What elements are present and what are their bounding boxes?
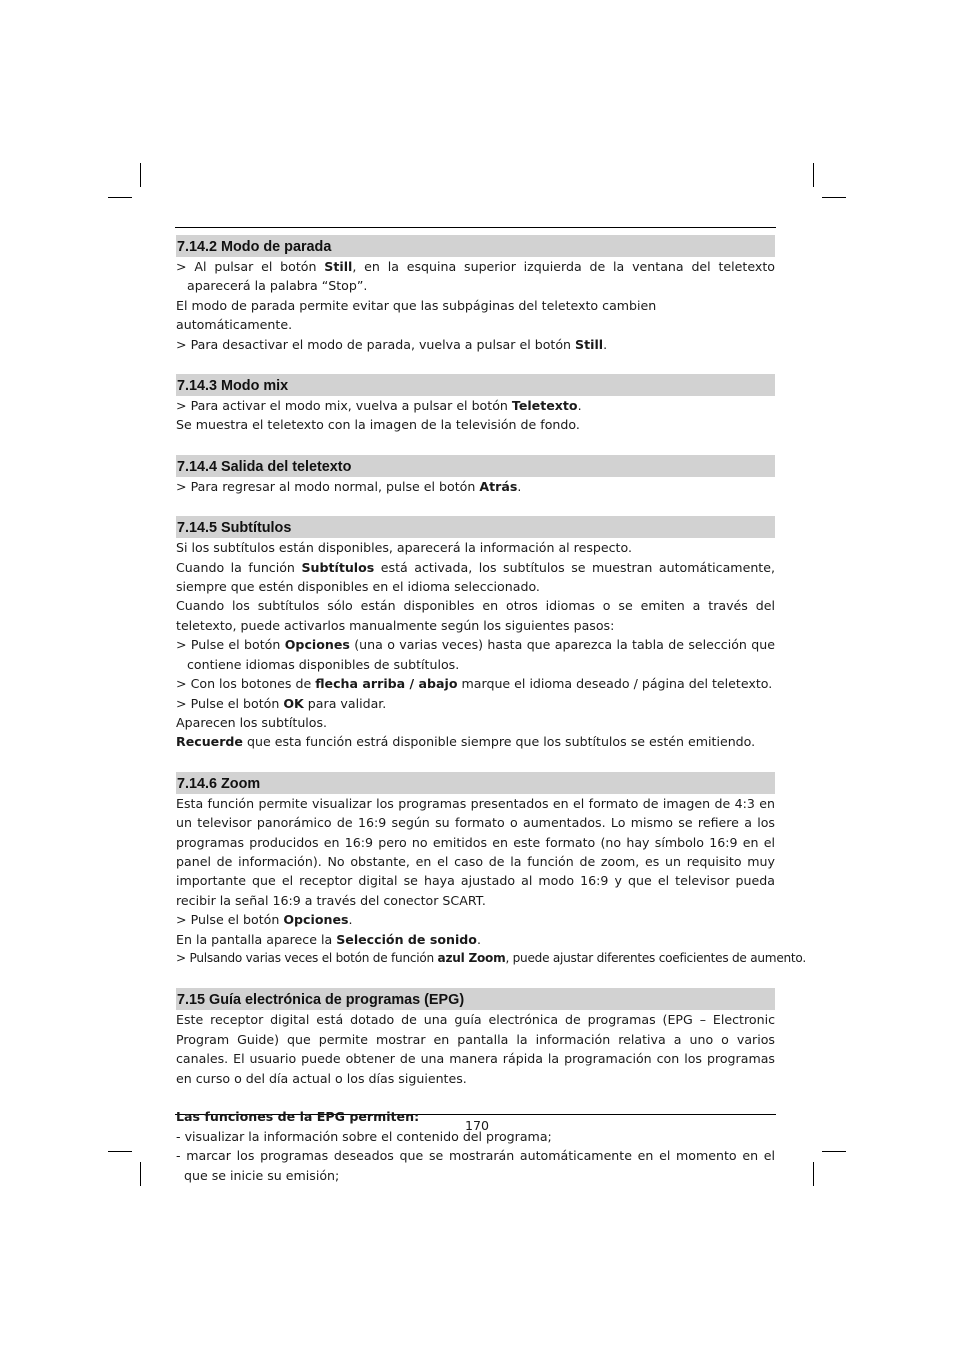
- note-label: Recuerde: [176, 734, 243, 750]
- button-name: Teletexto: [511, 398, 578, 414]
- paragraph: [176, 558, 775, 597]
- paragraph: [176, 732, 775, 751]
- bullet-marker: >: [176, 637, 187, 653]
- bullet-marker: >: [176, 478, 187, 494]
- paragraph: Esta función permite visualizar los programas presentados en el formato de imagen de 4:3 en un televisor panorámico de 16:9 según su formato o aumentados. Lo mismo se refiere a los programas producidos en 16:9 pero no emitidos en este formato (no hay símbolo 16:9 en el panel de información). No obstante, en el caso de la función de zoom, es un requisito muy importante que el receptor digital se haya ajustado al modo 16:9 y que el televisor pueda recibir la señal 16:9 a través del conector SCART.: [176, 795, 775, 908]
- section-epg: [176, 988, 775, 1185]
- button-name: azul Zoom: [437, 950, 506, 965]
- crop-mark: [822, 197, 846, 198]
- button-name: Still: [324, 259, 353, 274]
- bullet-item: [176, 257, 775, 296]
- section-modo-parada: [176, 235, 775, 354]
- paragraph: Se muestra el teletexto con la imagen de la televisión de fondo.: [176, 417, 580, 433]
- section-heading: 7.14.6 Zoom: [176, 772, 775, 794]
- crop-mark: [108, 197, 132, 198]
- paragraph: Este receptor digital está dotado de una guía electrónica de programas (EPG – Electronic Program Guide) que permite mostrar en pantalla la información relativa a uno o varios canales. El usuario puede obtener de una manera rápida la programación con los programas en curso o del día actual o los días siguientes.: [176, 1012, 775, 1086]
- text: .: [476, 931, 481, 947]
- section-heading: 7.14.4 Salida del teletexto: [176, 455, 775, 477]
- page-number: 170: [464, 1118, 490, 1133]
- paragraph: [176, 930, 775, 949]
- top-rule: [175, 227, 776, 228]
- text: .: [517, 478, 522, 494]
- page-content: [176, 235, 806, 1185]
- bullet-item: [176, 335, 775, 354]
- menu-name: Selección de sonido: [336, 931, 477, 947]
- text: (una o varias veces) hasta que aparezca la tabla de selección que contiene idiomas disponibles de subtítulos.: [187, 637, 775, 672]
- text: Pulsando varias veces el botón de función: [189, 950, 438, 965]
- text: para validar.: [303, 695, 387, 711]
- bullet-item: [176, 694, 775, 713]
- paragraph: Cuando los subtítulos sólo están disponibles en otros idiomas o se emiten a través del teletexto, puede activarlos manualmente según los siguientes pasos:: [176, 598, 775, 633]
- section-heading: 7.14.5 Subtítulos: [176, 516, 775, 538]
- text: Pulse el botón: [190, 637, 285, 653]
- bullet-marker: >: [176, 950, 186, 965]
- text: marcar los programas deseados que se mostrarán automáticamente en el momento en el que se inicie su emisión;: [184, 1148, 775, 1183]
- paragraph: El modo de parada permite evitar que las subpáginas del teletexto cambien automáticamente.: [176, 297, 657, 333]
- dash-marker: -: [176, 1128, 181, 1144]
- section-heading: 7.14.2 Modo de parada: [176, 235, 775, 257]
- button-name: OK: [283, 695, 304, 711]
- bullet-item: [176, 949, 806, 968]
- bullet-item: [176, 674, 775, 693]
- section-salida-teletexto: [176, 455, 775, 496]
- dash-marker: -: [176, 1148, 181, 1164]
- crop-mark: [140, 1162, 141, 1186]
- crop-mark: [813, 1162, 814, 1186]
- button-name: Atrás: [479, 478, 518, 494]
- crop-mark: [140, 163, 141, 187]
- bullet-marker: >: [176, 676, 187, 692]
- crop-mark: [108, 1151, 132, 1152]
- text: Cuando la función: [176, 559, 302, 575]
- crop-mark: [813, 163, 814, 187]
- text: Pulse el botón: [190, 695, 284, 711]
- bullet-marker: >: [176, 695, 187, 711]
- button-name: Still: [575, 336, 604, 352]
- button-name: Opciones: [284, 637, 350, 653]
- section-heading: 7.14.3 Modo mix: [176, 374, 775, 396]
- bullet-marker: >: [176, 912, 187, 928]
- text: Con los botones de: [190, 676, 316, 692]
- paragraph: Aparecen los subtítulos.: [176, 714, 328, 730]
- bullet-marker: >: [176, 336, 187, 352]
- text: .: [348, 912, 353, 928]
- bullet-item: [176, 477, 775, 496]
- text: .: [603, 336, 608, 352]
- text: , en la esquina superior izquierda de la ventana del teletexto aparecerá la palabra “Stop”.: [187, 259, 775, 294]
- text: Pulse el botón: [190, 912, 284, 928]
- text: .: [577, 398, 582, 414]
- section-modo-mix: [176, 374, 775, 435]
- text: está activada, los subtítulos se muestran automáticamente, siempre que estén disponibles en el idioma seleccionado.: [176, 559, 775, 595]
- text: que esta función estrá disponible siempre que los subtítulos se estén emitiendo.: [242, 734, 756, 750]
- text: En la pantalla aparece la: [176, 931, 337, 947]
- section-heading: 7.15 Guía electrónica de programas (EPG): [176, 988, 775, 1010]
- function-name: Subtítulos: [301, 559, 375, 575]
- bullet-item: [176, 635, 775, 674]
- text: Las funciones de la EPG permiten:: [176, 1109, 420, 1125]
- bullet-item: [176, 396, 775, 415]
- text: visualizar la información sobre el contenido del programa;: [184, 1128, 552, 1144]
- section-subtitulos: [176, 516, 775, 751]
- paragraph: Si los subtítulos están disponibles, aparecerá la información al respecto.: [176, 540, 632, 556]
- bullet-marker: >: [176, 259, 187, 274]
- text: Para desactivar el modo de parada, vuelva a pulsar el botón: [190, 336, 576, 352]
- text: Para activar el modo mix, vuelva a pulsar el botón: [190, 398, 512, 414]
- crop-mark: [822, 1151, 846, 1152]
- text: marque el idioma deseado / página del teletexto.: [457, 676, 773, 692]
- button-name: flecha arriba / abajo: [315, 676, 458, 692]
- text: Al pulsar el botón: [194, 259, 325, 274]
- bullet-marker: >: [176, 398, 187, 414]
- text: , puede ajustar diferentes coeficientes de aumento.: [505, 950, 806, 965]
- section-zoom: [176, 772, 806, 969]
- text: Para regresar al modo normal, pulse el botón: [190, 478, 480, 494]
- button-name: Opciones: [283, 912, 349, 928]
- dash-item: [176, 1146, 775, 1185]
- bullet-item: [176, 910, 775, 929]
